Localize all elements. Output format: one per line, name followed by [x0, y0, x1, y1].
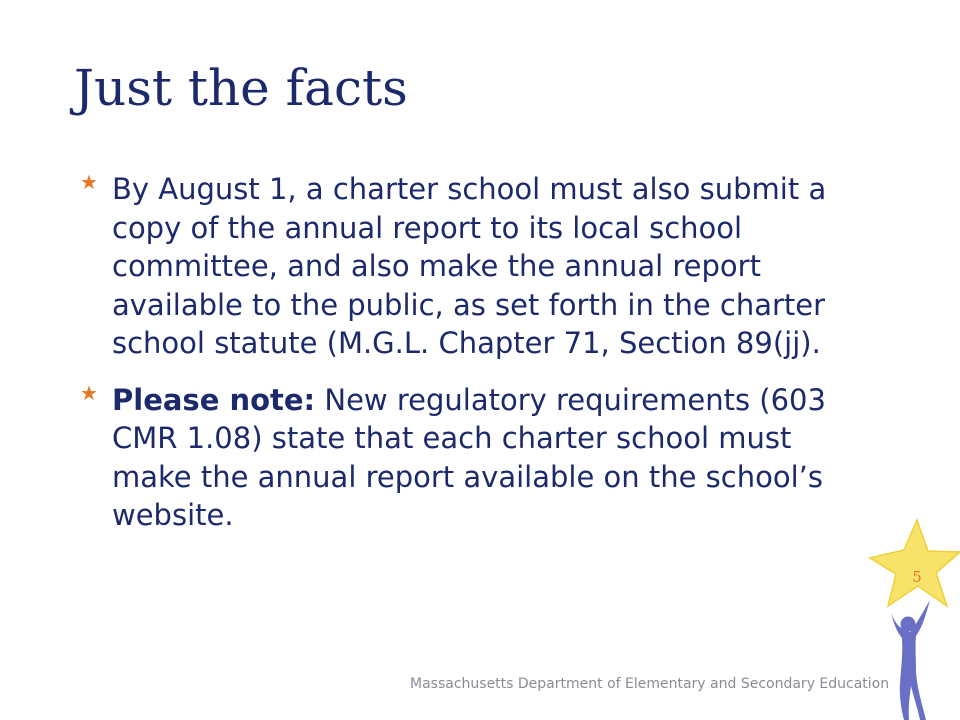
- logo-star-icon: [870, 520, 960, 606]
- bullet-item: [78, 170, 878, 363]
- star-icon: ★: [80, 170, 98, 194]
- page-number: 5: [912, 568, 922, 586]
- star-icon: ★: [80, 380, 98, 405]
- bullet-lead: Please note:: [112, 382, 316, 417]
- slide-title: Just the facts: [74, 59, 408, 117]
- bullet-item: [78, 381, 878, 535]
- bullet-list: [78, 170, 878, 553]
- bullet-text: By August 1, a charter school must also submit a copy of the annual report to its local school committee, and also make the annual report available to the public, as set forth in the charter school statute (M.G.L. Chapter 71, Section 89(jj).: [112, 172, 827, 360]
- star-figure-logo: [860, 518, 960, 720]
- bullet-text: New regulatory requirements (603 CMR 1.08) state that each charter school must make the annual report available on the school’s website.: [112, 382, 826, 532]
- footer: Massachusetts Department of Elementary and Secondary Education: [410, 676, 890, 692]
